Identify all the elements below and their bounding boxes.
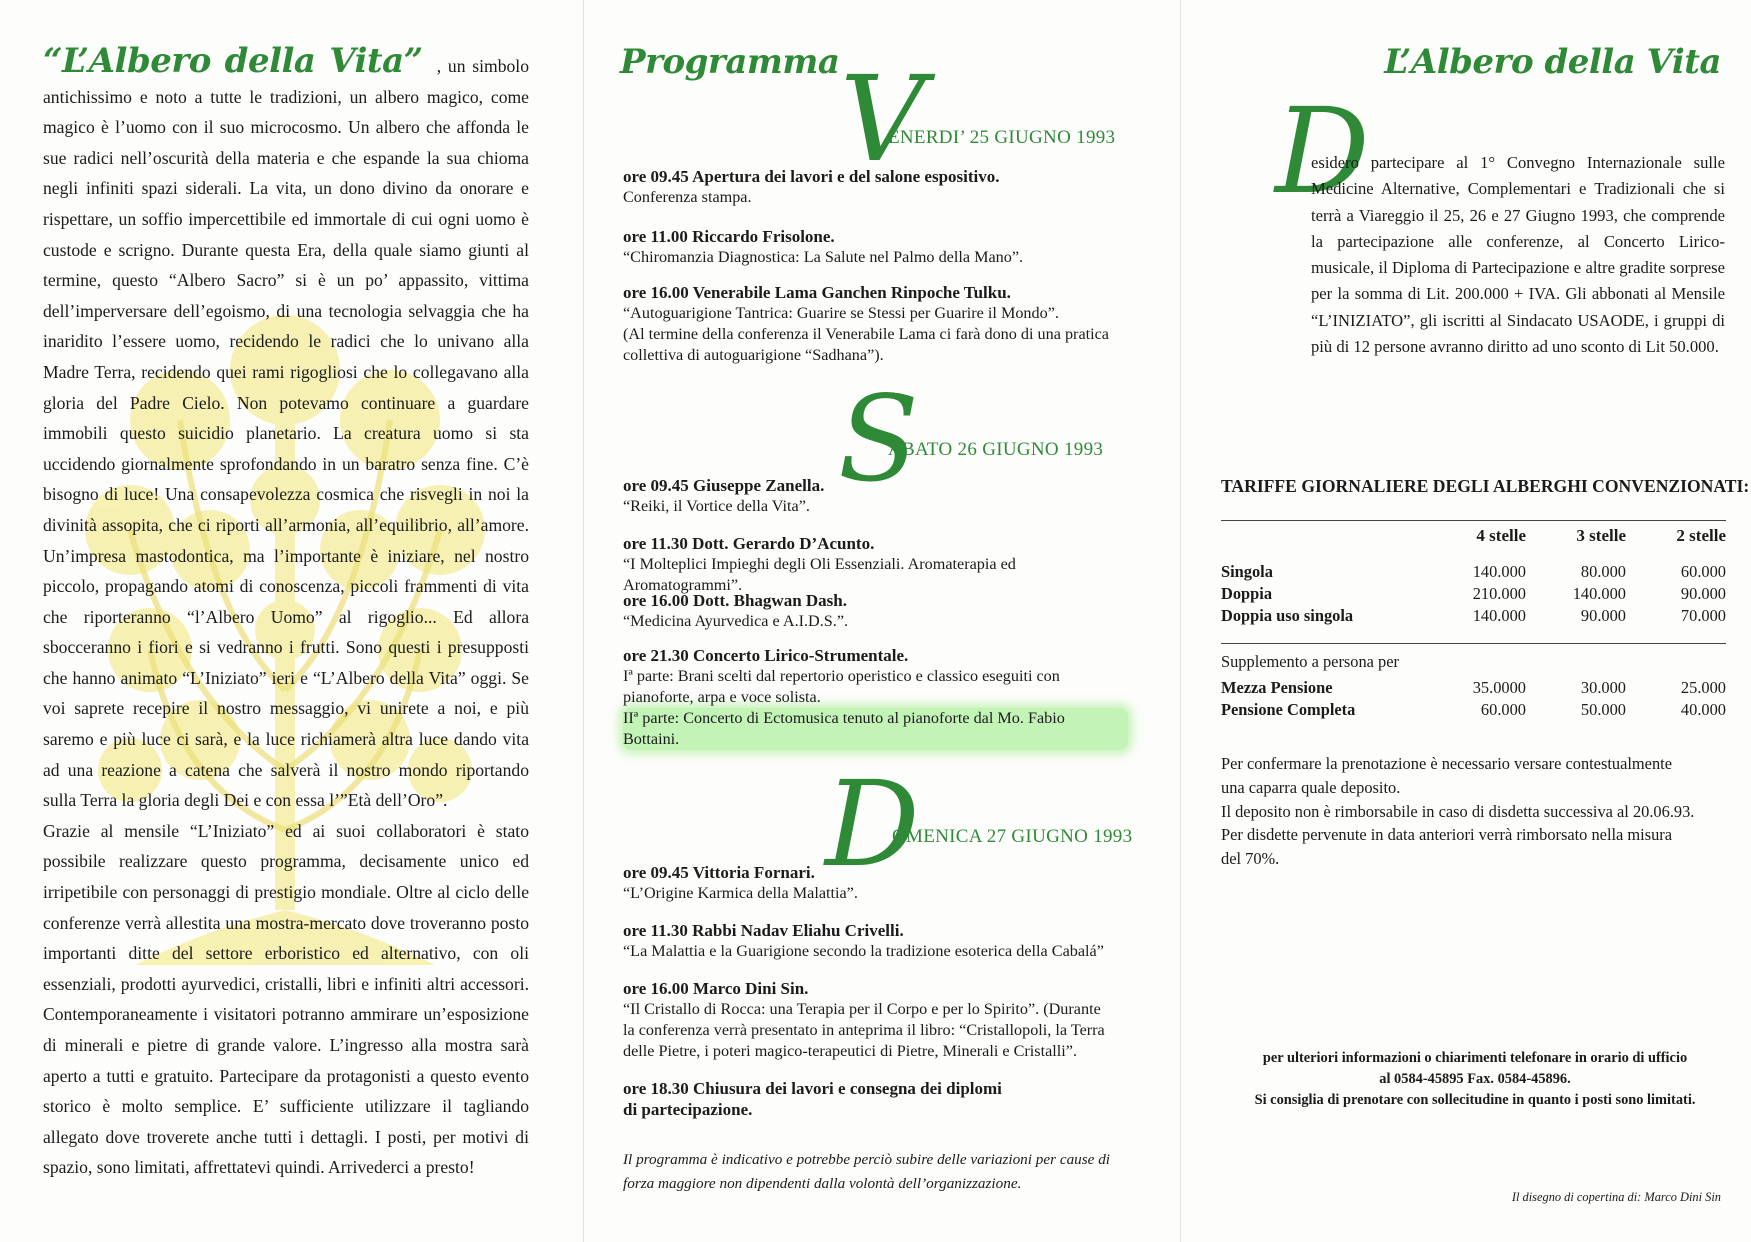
day-heading: ABATO 26 GIUGNO 1993	[888, 439, 1104, 460]
event-description: “Medicina Ayurvedica e A.I.D.S.”.	[623, 612, 849, 630]
booking-line: del 70%.	[1221, 849, 1280, 869]
contact-line: Si consiglia di prenotare con sollecitudine in quanto i posti sono limitati.	[1254, 1092, 1696, 1108]
program-event	[623, 862, 1128, 904]
event-description: “La Malattia e la Guarigione secondo la tradizione esoterica della Cabalá”	[623, 942, 1104, 960]
rate-label: Pensione Completa	[1221, 700, 1356, 719]
program-event	[623, 645, 1128, 750]
thanks-body: Grazie al mensile “L’Iniziato” ed ai suoi collaboratori è stato possibile realizzare questo programma, decisamente unico ed irripetibile con personaggi di prestigio mondiale. Oltre al ciclo delle conferenze verrà allestita una mostra-mercato dove troveranno posto importanti ditte del settore erboristico ed alternativo, con oli essenziali, prodotti ayurvedici, cristalli, libri e infiniti altri accessori. Contemporaneamente i visitatori potranno ammirare un’esposizione di minerali e pietre di grande valore. L’ingresso alla mostra sarà aperto a tutti e gratuito. Partecipare da protagonisti a questo evento storico è molto semplice. E’ sufficiente utilizzare il tagliando allegato dove troverete anche tutti i dettagli. I posti, per motivi di spazio, sono limitati, affrettatevi quindi. Arrivederci a presto!	[43, 820, 529, 1178]
rate-value: 80.000	[1580, 562, 1626, 581]
intro-text: , un simbolo antichissimo	[43, 56, 529, 107]
rate-label: Singola	[1221, 562, 1273, 581]
event-description: pianoforte, arpa e voce solista.	[623, 688, 821, 706]
supplement-row	[1221, 677, 1726, 699]
event-description: “Autoguarigione Tantrica: Guarire se Stessi per Guarire il Mondo”.	[623, 304, 1059, 322]
right-title: L’Albero della Vita	[1384, 42, 1721, 82]
rates-header-row	[1221, 525, 1726, 547]
event-description: delle Pietre, i poteri magico-terapeutici di Pietre, Minerali e Cristalli”.	[623, 1042, 1077, 1060]
rate-value: 60.000	[1680, 562, 1726, 581]
intro-paragraph	[43, 41, 529, 1183]
col-4-stelle: 4 stelle	[1476, 526, 1526, 545]
rate-value: 210.000	[1472, 584, 1526, 603]
booking-line: Per confermare la prenotazione è necessario versare contestualmente	[1221, 754, 1672, 773]
event-title: ore 09.45 Giuseppe Zanella.	[623, 476, 825, 495]
event-description: (Al termine della conferenza il Venerabile Lama ci farà dono di una pratica	[623, 325, 1109, 343]
rate-value: 35.0000	[1472, 678, 1526, 697]
program-disclaimer: Il programma è indicativo e potrebbe perciò subire delle variazioni per cause di forza maggiore non dipendenti dalla volontà dell’organizzazione.	[623, 1151, 1111, 1192]
event-title: ore 16.00 Marco Dini Sin.	[623, 979, 809, 998]
contact-info	[1205, 1048, 1745, 1111]
event-title: ore 21.30 Concerto Lirico-Strumentale.	[623, 646, 909, 665]
program-event	[623, 1078, 1128, 1120]
day-initial-letter: D	[825, 755, 920, 893]
room-rate-row	[1221, 583, 1726, 605]
contact-line: al 0584-45895 Fax. 0584-45896.	[1379, 1071, 1571, 1087]
rates-table	[1221, 525, 1726, 627]
event-title: ore 18.30 Chiusura dei lavori e consegna dei diplomi	[623, 1079, 1002, 1098]
event-description: collettiva di autoguarigione “Sadhana”).	[623, 346, 884, 364]
rate-value: 140.000	[1472, 562, 1526, 581]
rate-value: 140.000	[1572, 584, 1626, 603]
rate-value: 70.000	[1680, 606, 1726, 625]
event-description: “Il Cristallo di Rocca: una Terapia per il Corpo e per lo Spirito”. (Durante	[623, 1000, 1101, 1018]
event-title: ore 09.45 Vittoria Fornari.	[623, 863, 815, 882]
albero-title: “L’Albero della Vita”	[43, 41, 423, 81]
event-description: Iª parte: Brani scelti dal repertorio operistico e classico eseguiti con	[623, 667, 1060, 685]
program-event	[623, 590, 1128, 632]
day-initial-letter: S	[838, 370, 919, 508]
program-event	[623, 533, 1128, 596]
room-rate-row	[1221, 561, 1726, 583]
registration-text: esidero partecipare al 1° Convegno Internazionale sulle Medicine Alternative, Complementari e Tradizionali che si terrà a Viareggio il 25, 26 e 27 Giugno 1993, che comprende la partecipazione alle conferenze, al Concerto Lirico-musicale, il Diploma di Partecipazione e altre gradite sorprese per la somma di Lit. 200.000 + IVA. Gli abbonati al Mensile “L’INIZIATO”, gli iscritti al Sindacato USAODE, i gruppi di più di 12 persone avranno diritto ad uno sconto di Lit 50.000.	[1311, 153, 1725, 357]
rate-value: 30.000	[1580, 678, 1626, 697]
day-heading: OMENICA 27 GIUGNO 1993	[892, 826, 1133, 847]
col-2-stelle: 2 stelle	[1676, 526, 1726, 545]
fold-line-left	[583, 0, 584, 1242]
programma-title: Programma	[620, 42, 840, 82]
event-description: “I Molteplici Impieghi degli Oli Essenziali. Aromaterapia ed Aromatogrammi”.	[623, 555, 1016, 594]
supplement-table	[1221, 677, 1726, 721]
rates-rule	[1221, 520, 1726, 521]
event-title: ore 11.30 Rabbi Nadav Eliahu Crivelli.	[623, 921, 904, 940]
rate-value: 140.000	[1472, 606, 1526, 625]
cover-credit: Il disegno di copertina di: Marco Dini Sin	[1511, 1190, 1721, 1204]
event-title-continued: di partecipazione.	[623, 1100, 753, 1119]
rate-value: 50.000	[1580, 700, 1626, 719]
rates-heading: TARIFFE GIORNALIERE DEGLI ALBERGHI CONVENZIONATI:	[1221, 476, 1750, 496]
program-event	[623, 166, 1128, 208]
fold-line-right	[1180, 0, 1181, 1242]
program-event	[623, 978, 1128, 1062]
program-event	[623, 226, 1128, 268]
event-description: Conferenza stampa.	[623, 188, 752, 206]
day-initial-letter: V	[840, 50, 926, 188]
supplement-rule	[1221, 643, 1726, 644]
supplement-row	[1221, 699, 1726, 721]
rate-label: Doppia uso singola	[1221, 606, 1354, 625]
rates-header-blank	[1221, 525, 1426, 547]
highlighted-text	[623, 708, 1128, 750]
rate-value: 60.000	[1480, 700, 1526, 719]
booking-line: Il deposito non è rimborsabile in caso di disdetta successiva al 20.06.93.	[1221, 801, 1695, 821]
room-rate-row	[1221, 605, 1726, 627]
contact-line: per ulteriori informazioni o chiarimenti telefonare in orario di ufficio	[1262, 1050, 1688, 1066]
event-title: ore 16.00 Dott. Bhagwan Dash.	[623, 591, 848, 610]
col-3-stelle: 3 stelle	[1576, 526, 1626, 545]
program-event	[623, 920, 1128, 962]
rate-value: 25.000	[1680, 678, 1726, 697]
booking-note	[1221, 752, 1731, 871]
supplement-label: Supplemento a persona per	[1221, 652, 1399, 671]
supplement-rates	[1221, 677, 1726, 721]
booking-line: Per disdette pervenute in data anteriori verrà rimborsato nella misura	[1221, 825, 1673, 845]
rate-value: 90.000	[1580, 606, 1626, 625]
event-title: ore 11.30 Dott. Gerardo D’Acunto.	[623, 534, 875, 553]
room-rates	[1221, 561, 1726, 627]
program-event	[623, 282, 1128, 366]
event-title: ore 09.45 Apertura dei lavori e del salone espositivo.	[623, 167, 1000, 186]
highlighted-line: IIª parte: Concerto di Ectomusica tenuto al pianoforte dal Mo. Fabio	[623, 709, 1065, 727]
form-initial-letter: D	[1275, 82, 1370, 220]
event-title: ore 16.00 Venerabile Lama Ganchen Rinpoche Tulku.	[623, 283, 1011, 302]
event-description: la conferenza verrà presentato in anteprima il libro: “Cristallopoli, la Terra	[623, 1021, 1105, 1039]
highlighted-line: Bottaini.	[623, 730, 680, 748]
rate-value: 40.000	[1680, 700, 1726, 719]
event-description: “Reiki, il Vortice della Vita”.	[623, 497, 810, 515]
booking-line: una caparra quale deposito.	[1221, 777, 1401, 797]
left-panel	[0, 0, 583, 1242]
event-description: “L’Origine Karmica della Malattia”.	[623, 884, 858, 902]
rate-value: 90.000	[1680, 584, 1726, 603]
day-heading: ENERDI’ 25 GIUGNO 1993	[888, 127, 1116, 148]
event-description: “Chiromanzia Diagnostica: La Salute nel Palmo della Mano”.	[623, 248, 1024, 266]
rate-label: Doppia	[1221, 584, 1273, 603]
program-event	[623, 475, 1128, 517]
intro-body: e noto a tutte le tradizioni, un albero magico, come magico è l’uomo con il suo microcosmo. Un albero che affonda le sue radici nell’oscurità della materia e che espande la sua chioma negli infiniti spazi siderali. La vita, un dono divino da onorare e rispettare, un soffio impercettibile ed immortale di cui ogni uomo è custode e scrigno. Durante questa Era, della quale siamo giunti al termine, questo “Albero Sacro” si è un po’ appassito, vittima dell’imperversare dell’egoismo, di una tecnologia selvaggia che ha inaridito l’essere uomo, recidendo le radici che lo univano alla Madre Terra, recidendo quei rami rigogliosi che lo collegavano alla gloria del Padre Cielo. Non potevamo continuare a guardare immobili questo suicidio planetario. La creatura uomo si sta uccidendo giornalmente sprofondando in un baratro senza fine. C’è bisogno di luce! Una consapevolezza cosmica che risvegli in noi la divinità assopita, che ci riporti all’armonia, all’equilibrio, all’amore. Un’impresa mastodontica, ma l’importante è iniziare, nel nostro piccolo, propagando atomi di conoscenza, piccoli frammenti di vita che riporteranno “l’Albero Uomo” al rigoglio... Ed allora sbocceranno i fiori e si vedranno i frutti. Sono questi i presupposti che hanno animato “L’Iniziato” ieri e “L’Albero della Vita” oggi. Se voi saprete recepire il nostro messaggio, vi unirete a noi, e più saremo e più luce ci sarà, e la luce richiamerà altra luce dando vita ad una reazione a catena che salverà il nostro mondo riportando sulla Terra la gloria degli Dei e con essa l’”Età dell’Oro”.	[43, 86, 529, 811]
rate-label: Mezza Pensione	[1221, 678, 1333, 697]
event-title: ore 11.00 Riccardo Frisolone.	[623, 227, 835, 246]
